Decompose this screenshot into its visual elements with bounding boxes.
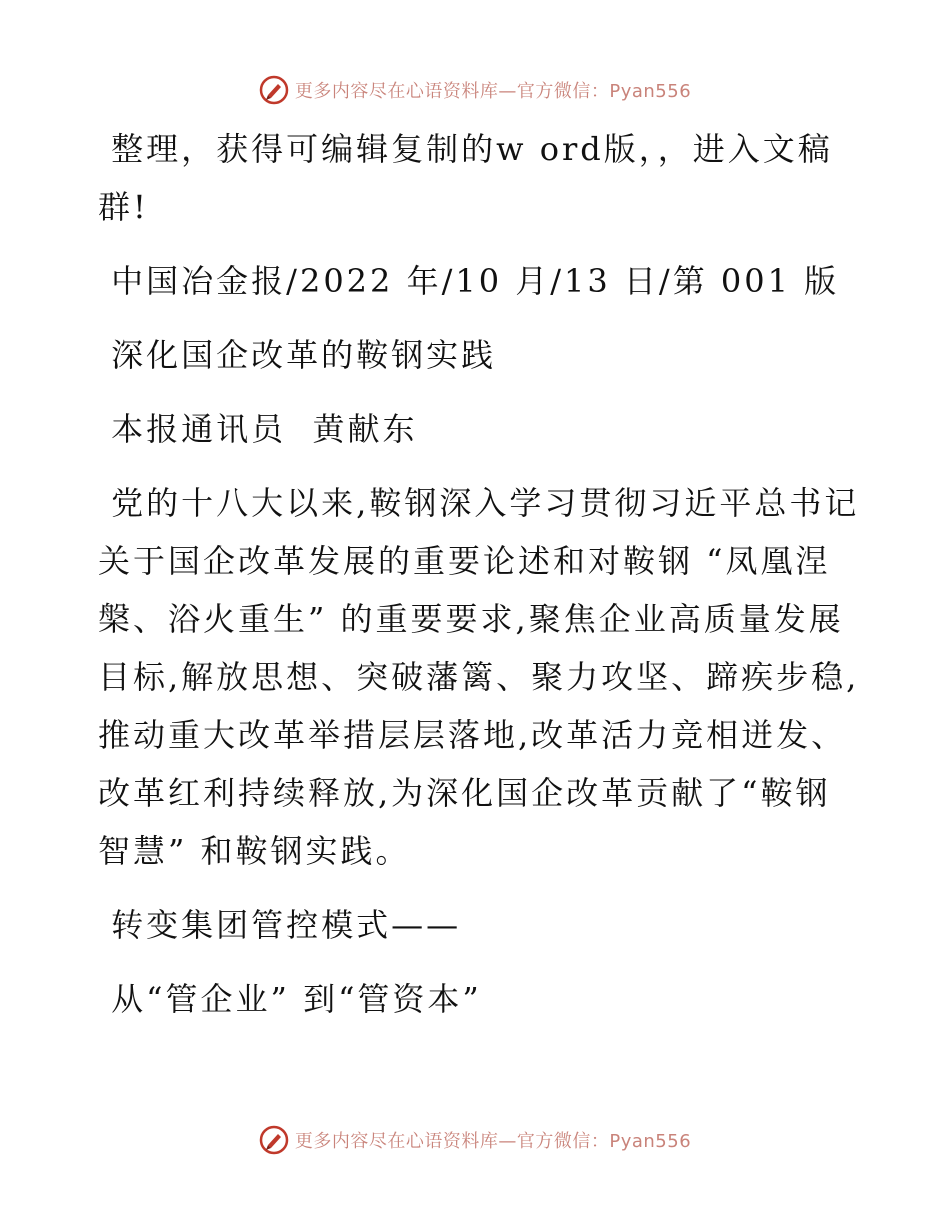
- footer-banner-sep: —: [498, 1131, 517, 1152]
- body-line: 党的十八大以来,鞍钢深入学习贯彻习近平总书记: [98, 484, 860, 522]
- article-title: 深化国企改革的鞍钢实践: [98, 336, 497, 374]
- source-line: 中国冶金报/2022 年/10 月/13 日/第 001 版: [98, 262, 840, 300]
- body-line: 目标,解放思想、突破藩篱、聚力攻坚、蹄疾步稳,: [98, 658, 860, 696]
- footer-watermark-banner: [0, 1120, 950, 1160]
- pen-logo-icon: [259, 75, 289, 105]
- body-paragraph: [98, 474, 858, 880]
- intro-line-2: 群!: [98, 188, 149, 226]
- body-line: 改革红利持续释放,为深化国企改革贡献了“鞍钢: [98, 774, 831, 812]
- footer-banner-main: 更多内容尽在心语资料库: [294, 1131, 499, 1152]
- section-heading-line-2: 从“管企业” 到“管资本”: [98, 980, 482, 1018]
- pen-logo-icon: [259, 1125, 289, 1155]
- body-line: 推动重大改革举措层层落地,改革活力竞相迸发、: [98, 716, 847, 754]
- byline: 本报通讯员 黄献东: [98, 410, 418, 448]
- body-line: 关于国企改革发展的重要论述和对鞍钢 “凤凰涅: [98, 542, 831, 580]
- header-banner-sep: —: [498, 81, 517, 102]
- header-banner-wechat: 官方微信：Pyan556: [516, 81, 692, 102]
- header-banner-text: [295, 77, 691, 103]
- header-banner-main: 更多内容尽在心语资料库: [294, 81, 499, 102]
- intro-line-1: 整理，获得可编辑复制的w ord版，，进入文稿: [98, 130, 833, 168]
- footer-banner-wechat: 官方微信：Pyan556: [516, 1131, 692, 1152]
- body-line: 智慧” 和鞍钢实践。: [98, 832, 411, 870]
- footer-banner-text: [295, 1127, 691, 1153]
- document-body: [98, 120, 858, 1028]
- header-watermark-banner: [0, 70, 950, 110]
- body-line: 槃、浴火重生” 的重要要求,聚焦企业高质量发展: [98, 600, 844, 638]
- section-heading-line-1: 转变集团管控模式——: [98, 906, 462, 944]
